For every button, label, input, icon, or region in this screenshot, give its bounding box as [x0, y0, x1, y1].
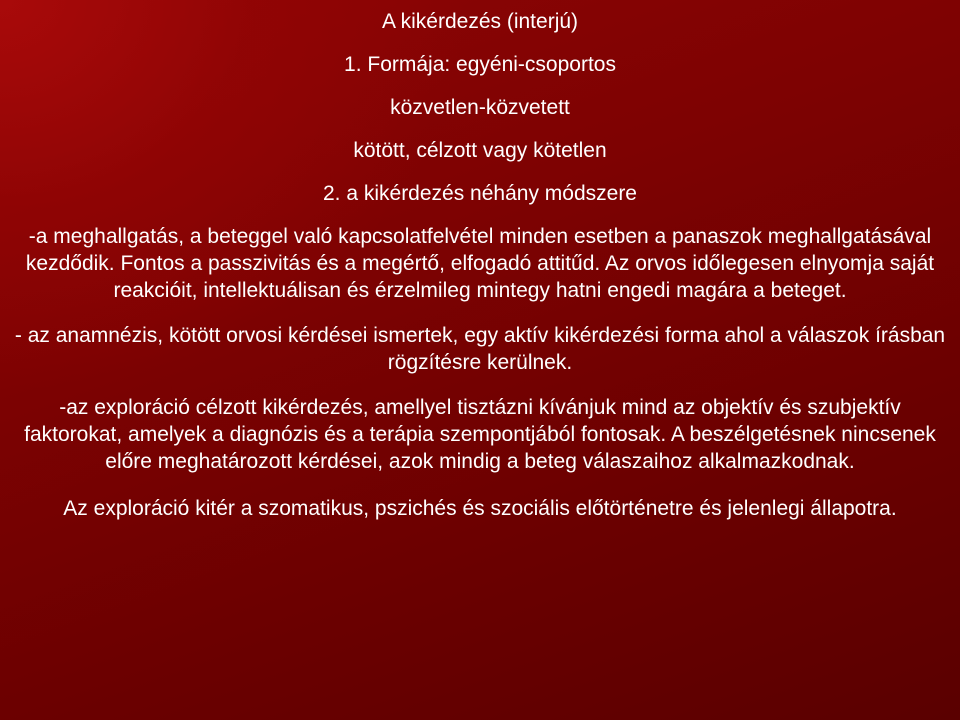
- paragraph-listening: -a meghallgatás, a beteggel való kapcsolatfelvétel minden esetben a panaszok meghallgatásával kezdődik. Fontos a passzivitás és a megértő, elfogadó attitűd. Az orvos időlegesen elnyomja saját reakcióit, intellektuálisan és érzelmileg mintegy hatni engedi magára a beteget.: [25, 225, 935, 302]
- slide-title: A kikérdezés (interjú): [381, 10, 579, 33]
- paragraph-exploration: -az exploráció célzott kikérdezés, amellyel tisztázni kívánjuk mind az objektív és szubjektív faktorokat, amelyek a diagnózis és a terápia szempontjából fontosak. A beszélgetésnek nincsenek előre meghatározott kérdései, azok mindig a beteg válaszaihoz alkalmazkodnak.: [24, 396, 936, 473]
- form-heading: 1. Formája: egyéni-csoportos: [344, 53, 616, 76]
- form-line-2: közvetlen-közvetett: [390, 96, 570, 119]
- paragraph-conclusion: Az exploráció kitér a szomatikus, pszichés és szociális előtörténetre és jelenlegi állapotra.: [63, 497, 897, 520]
- form-line-3: kötött, célzott vagy kötetlen: [353, 139, 607, 162]
- paragraph-anamnesis: - az anamnézis, kötött orvosi kérdései ismertek, egy aktív kikérdezési forma ahol a válaszok írásban rögzítésre kerülnek.: [14, 324, 946, 374]
- slide-content: [10, 8, 950, 522]
- methods-heading: 2. a kikérdezés néhány módszere: [322, 182, 637, 205]
